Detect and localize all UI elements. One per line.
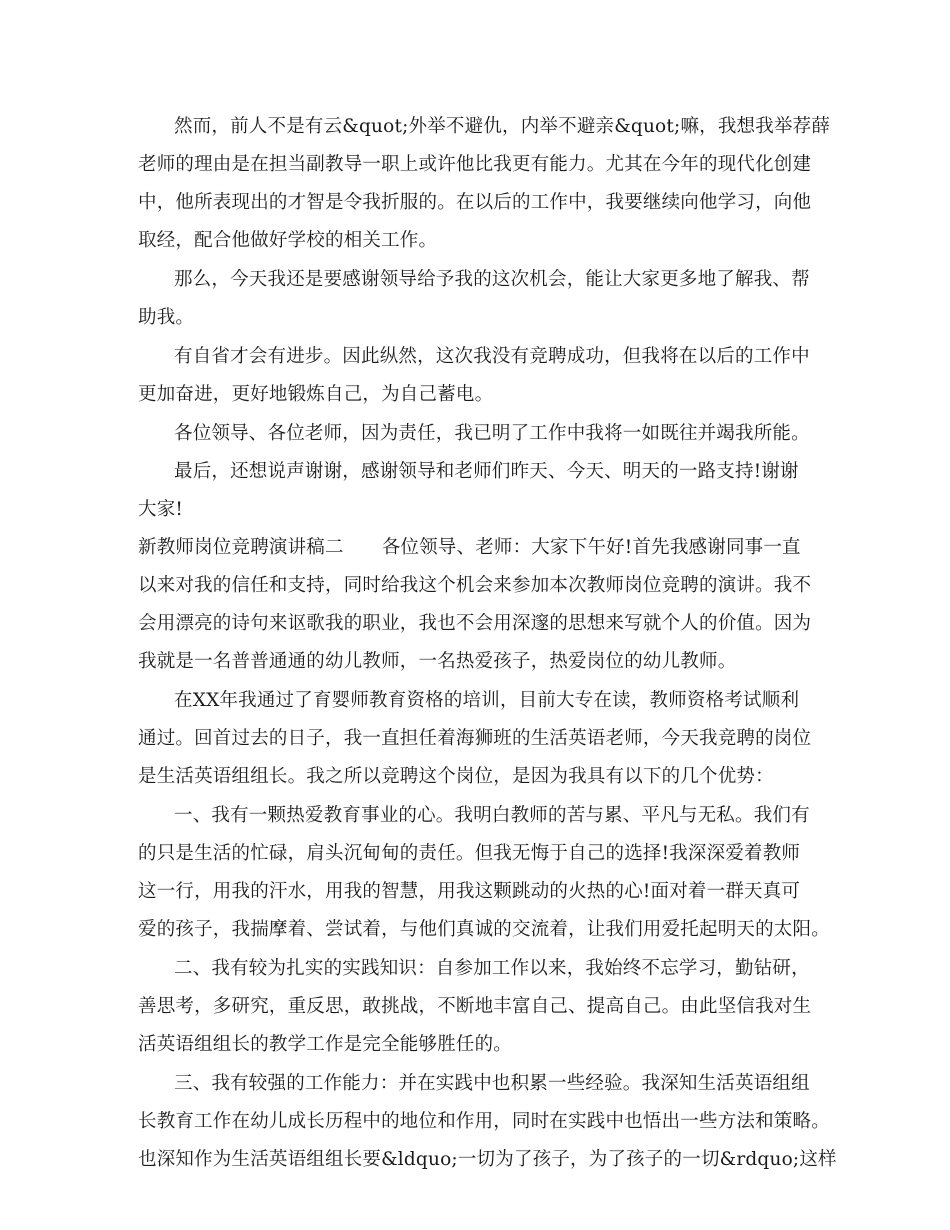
section-title: 新教师岗位竞聘演讲稿二: [138, 537, 344, 558]
paragraph-line: 有自省才会有进步。因此纵然，这次我没有竞聘成功，但我将在以后的工作中: [174, 346, 810, 367]
paragraph-line: 中，他所表现出的才智是令我折服的。在以后的工作中，我要继续向他学习，向他: [138, 192, 812, 213]
paragraph-line: 取经，配合他做好学校的相关工作。: [138, 230, 438, 251]
paragraph-line: 各位领导、各位老师，因为责任，我已明了工作中我将一如既往并竭我所能。: [174, 423, 810, 444]
paragraph-line: 这一行，用我的汗水，用我的智慧，用我这颗跳动的火热的心!面对着一群天真可: [138, 881, 801, 902]
paragraph-line: 也深知作为生活英语组组长要&ldquo;一切为了孩子，为了孩子的一切&rdquo;这样: [138, 1149, 837, 1170]
paragraph-line: 以来对我的信任和支持，同时给我这个机会来参加本次教师岗位竞聘的演讲。我不: [138, 575, 812, 596]
paragraph-line: 善思考，多研究，重反思，敢挑战，不断地丰富自己、提高自己。由此坚信我对生: [138, 996, 812, 1017]
paragraph-line: 最后，还想说声谢谢，感谢领导和老师们昨天、今天、明天的一路支持!谢谢: [174, 461, 799, 482]
paragraph-line: 助我。: [138, 307, 195, 328]
paragraph-line: 我就是一名普普通通的幼儿教师，一名热爱孩子，热爱岗位的幼儿教师。: [138, 651, 737, 672]
paragraph-line: 是生活英语组组长。我之所以竞聘这个岗位，是因为我具有以下的几个优势：: [138, 766, 774, 787]
paragraph-line: 三、我有较强的工作能力：并在实践中也积累一些经验。我深知生活英语组组: [174, 1073, 810, 1094]
paragraph-line: 爱的孩子，我揣摩着、尝试着，与他们真诚的交流着，让我们用爱托起明天的太阳。: [138, 919, 830, 940]
paragraph-line: 大家!: [138, 499, 184, 520]
paragraph-line: 的只是生活的忙碌，肩头沉甸甸的责任。但我无悔于自己的选择!我深深爱着教师: [138, 843, 801, 864]
section-heading-line: [138, 531, 801, 565]
paragraph-line: 在XX年我通过了育婴师教育资格的培训，目前大专在读，教师资格考试顺利: [174, 690, 800, 711]
paragraph-line: 长教育工作在幼儿成长历程中的地位和作用，同时在实践中也悟出一些方法和策略。: [138, 1111, 830, 1132]
paragraph-line: 那么，今天我还是要感谢领导给予我的这次机会，能让大家更多地了解我、帮: [174, 269, 810, 290]
paragraph-line: 老师的理由是在担当副教导一职上或许他比我更有能力。尤其在今年的现代化创建: [138, 154, 812, 175]
paragraph-line: 更加奋进，更好地锻炼自己，为自己蓄电。: [138, 384, 494, 405]
paragraph-line: 通过。回首过去的日子，我一直担任着海狮班的生活英语老师，今天我竞聘的岗位: [138, 728, 812, 749]
paragraph-line: 二、我有较为扎实的实践知识：自参加工作以来，我始终不忘学习，勤钻研，: [174, 958, 810, 979]
paragraph-line: 一、我有一颗热爱教育事业的心。我明白教师的苦与累、平凡与无私。我们有: [174, 805, 810, 826]
paragraph-line: 然而，前人不是有云&quot;外举不避仇，内举不避亲&quot;嘛，我想我举荐薛: [174, 116, 831, 137]
paragraph-line: 活英语组组长的教学工作是完全能够胜任的。: [138, 1034, 513, 1055]
paragraph-text: 各位领导、老师：大家下午好!首先我感谢同事一直: [381, 537, 801, 558]
paragraph-line: 会用漂亮的诗句来讴歌我的职业，我也不会用深邃的思想来写就个人的价值。因为: [138, 613, 812, 634]
